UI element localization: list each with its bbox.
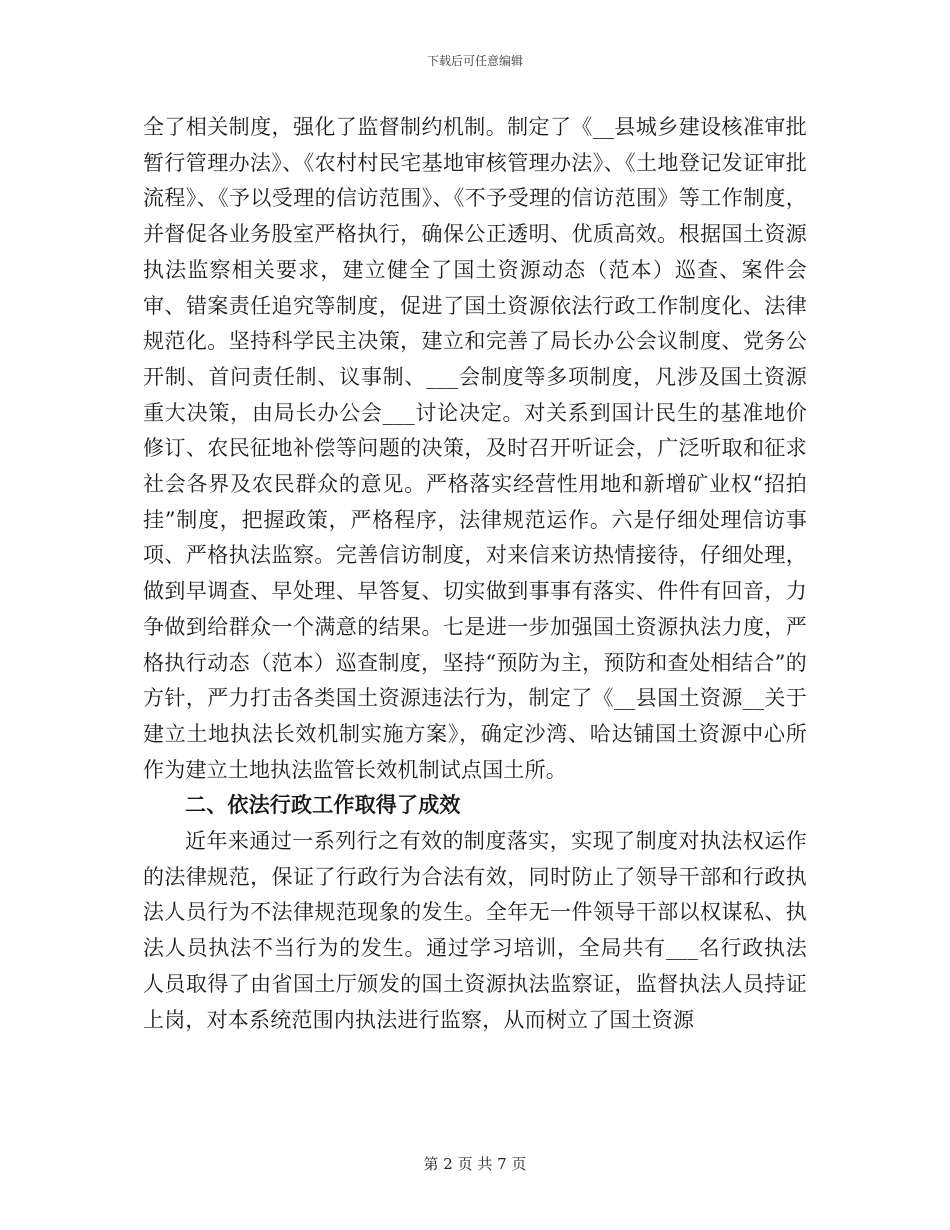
header-note: 下载后可任意编辑	[426, 54, 523, 68]
page-number: 第 2 页 共 7 页	[423, 1155, 527, 1173]
section-heading: 二、依法行政工作取得了成效	[185, 793, 461, 818]
body-paragraph: 近年来通过一系列行之有效的制度落实，实现了制度对执法权运作的法律规范，保证了行政行为合法有效，同时防止了领导干部和行政执法人员行为不法律规范现象的发生。全年无一件领导干部以权谋私、执法人员执法不当行为的发生。通过学习培训，全局共有___名行政执法人员取得了由省国土厅颁发的国土资源执法监察证，监督执法人员持证上岗，对本系统范围内执法进行监察，从而树立了国土资源	[143, 829, 807, 1032]
body-paragraph: 全了相关制度，强化了监督制约机制。制定了《__县城乡建设核准审批暂行管理办法》、《农村村民宅基地审核管理办法》、《土地登记发证审批流程》、《予以受理的信访范围》、《不予受理的信访范围》等工作制度，并督促各业务股室严格执行，确保公正透明、优质高效。根据国土资源执法监察相关要求，建立健全了国土资源动态（范本）巡查、案件会审、错案责任追究等制度，促进了国土资源依法行政工作制度化、法律规范化。坚持科学民主决策，建立和完善了局长办公会议制度、党务公开制、首问责任制、议事制、___会制度等多项制度，凡涉及国土资源重大决策，由局长办公会___讨论决定。对关系到国计民生的基准地价修订、农民征地补偿等问题的决策，及时召开听证会，广泛听取和征求社会各界及农民群众的意见。严格落实经营性用地和新增矿业权“招拍挂”制度，把握政策，严格程序，法律规范运作。六是仔细处理信访事项、严格执法监察。完善信访制度，对来信来访热情接待，仔细处理，做到早调查、早处理、早答复、切实做到事事有落实、件件有回音，力争做到给群众一个满意的结果。七是进一步加强国土资源执法力度，严格执行动态（范本）巡查制度，坚持“预防为主，预防和查处相结合”的方针，严力打击各类国土资源违法行为，制定了《__县国土资源__关于建立土地执法长效机制实施方案》，确定沙湾、哈达铺国土资源中心所作为建立土地执法监管长效机制试点国土所。	[143, 115, 807, 782]
document-body	[143, 110, 807, 1038]
